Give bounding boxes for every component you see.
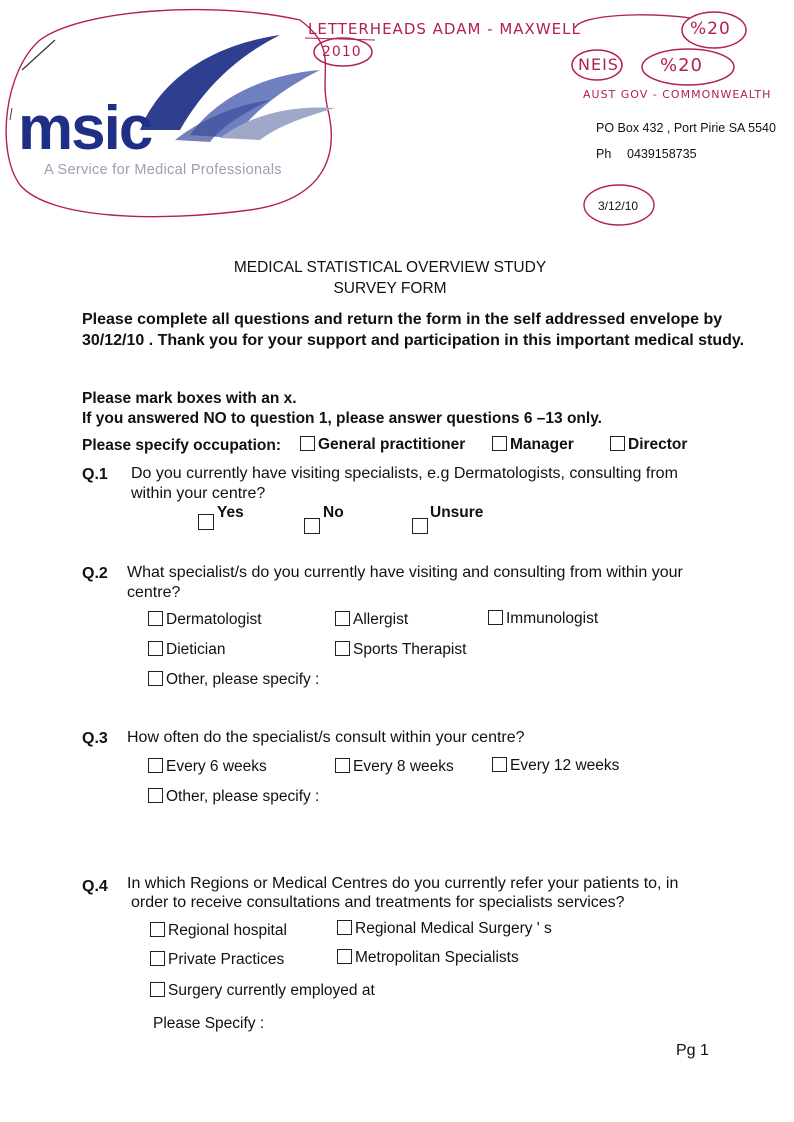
intro-line-1: Please complete all questions and return the form in the self addressed envelope by <box>82 311 723 328</box>
intro-line-2: 30/12/10 . Thank you for your support and participation in this important medical study. <box>82 332 745 349</box>
q3-every-6-weeks[interactable]: Every 6 weeks <box>148 758 267 776</box>
checkbox[interactable] <box>337 920 352 935</box>
occupation-manager[interactable]: Manager <box>492 436 574 454</box>
checkbox[interactable] <box>148 611 163 626</box>
title-line-1: MEDICAL STATISTICAL OVERVIEW STUDY <box>233 259 547 276</box>
checkbox[interactable] <box>488 610 503 625</box>
checkbox[interactable] <box>492 757 507 772</box>
handwritten-percent-2: %20 <box>660 55 704 76</box>
title-line-2: SURVEY FORM <box>333 280 447 297</box>
q2-dermatologist[interactable]: Dermatologist <box>148 611 262 629</box>
q1-unsure-checkbox[interactable] <box>412 518 428 534</box>
q1-line-2: within your centre? <box>131 485 266 502</box>
q1-number: Q.1 <box>82 466 108 483</box>
q3-every-12-weeks[interactable]: Every 12 weeks <box>492 757 619 775</box>
q4-regional-medical-surgery[interactable]: Regional Medical Surgery ' s <box>337 920 552 938</box>
q4-line-1: In which Regions or Medical Centres do you currently refer your patients to, in <box>127 875 679 892</box>
checkbox[interactable] <box>148 671 163 686</box>
instruction-line-1: Please mark boxes with an x. <box>82 390 297 407</box>
occupation-director[interactable]: Director <box>610 436 687 454</box>
logo-tagline: A Service for Medical Professionals <box>44 162 282 178</box>
handwritten-percent-1: %20 <box>690 19 731 39</box>
checkbox[interactable] <box>335 758 350 773</box>
phone-label: Ph <box>596 147 612 161</box>
q1-line-1: Do you currently have visiting specialists, e.g Dermatologists, consulting from <box>131 465 678 482</box>
q2-number: Q.2 <box>82 565 108 582</box>
date-stamp: 3/12/10 <box>598 199 639 213</box>
checkbox[interactable] <box>150 982 165 997</box>
handwritten-letterheads: LETTERHEADS ADAM - MAXWELL <box>308 20 581 38</box>
checkbox[interactable] <box>148 788 163 803</box>
checkbox[interactable] <box>335 641 350 656</box>
q4-metropolitan-specialists[interactable]: Metropolitan Specialists <box>337 949 519 967</box>
occupation-label: Please specify occupation: <box>82 437 281 454</box>
checkbox[interactable] <box>300 436 315 451</box>
checkbox[interactable] <box>148 758 163 773</box>
q4-regional-hospital[interactable]: Regional hospital <box>150 922 287 940</box>
handwritten-neis: NEIS <box>578 55 619 74</box>
q2-immunologist[interactable]: Immunologist <box>488 610 598 628</box>
checkbox[interactable] <box>492 436 507 451</box>
instruction-line-2: If you answered NO to question 1, please answer questions 6 –13 only. <box>82 410 602 427</box>
q2-line-2: centre? <box>127 584 181 601</box>
q1-no-checkbox[interactable] <box>304 518 320 534</box>
q1-no-label: No <box>323 504 344 521</box>
msic-swoosh-logo <box>120 20 340 150</box>
checkbox[interactable] <box>148 641 163 656</box>
q1-yes-checkbox[interactable] <box>198 514 214 530</box>
checkbox[interactable] <box>337 949 352 964</box>
checkbox[interactable] <box>150 951 165 966</box>
po-box-address: PO Box 432 , Port Pirie SA 5540 <box>596 121 776 135</box>
q1-unsure-label: Unsure <box>430 504 484 521</box>
q3-line-1: How often do the specialist/s consult within your centre? <box>127 729 525 746</box>
q4-please-specify: Please Specify : <box>153 1015 265 1032</box>
q2-line-1: What specialist/s do you currently have visiting and consulting from within your <box>127 564 683 581</box>
q2-dietician[interactable]: Dietician <box>148 641 225 659</box>
page-number: Pg 1 <box>676 1042 709 1059</box>
handwritten-year: 2010 <box>322 44 362 60</box>
q3-other[interactable]: Other, please specify : <box>148 788 319 806</box>
checkbox[interactable] <box>335 611 350 626</box>
q3-every-8-weeks[interactable]: Every 8 weeks <box>335 758 454 776</box>
q4-private-practices[interactable]: Private Practices <box>150 951 284 969</box>
q2-allergist[interactable]: Allergist <box>335 611 408 629</box>
q2-other[interactable]: Other, please specify : <box>148 671 319 689</box>
q4-surgery-employed[interactable]: Surgery currently employed at <box>150 982 375 1000</box>
handwritten-gov: AUST GOV - COMMONWEALTH <box>583 88 772 101</box>
q1-yes-label: Yes <box>217 504 244 521</box>
phone-number: 0439158735 <box>627 147 697 161</box>
checkbox[interactable] <box>610 436 625 451</box>
q4-line-2: order to receive consultations and treatments for specialists services? <box>131 894 625 911</box>
q2-sports-therapist[interactable]: Sports Therapist <box>335 641 466 659</box>
checkbox[interactable] <box>150 922 165 937</box>
msic-logo-text: msic <box>18 94 152 163</box>
q3-number: Q.3 <box>82 730 108 747</box>
occupation-gp[interactable]: General practitioner <box>300 436 465 454</box>
survey-title <box>0 259 794 298</box>
q4-number: Q.4 <box>82 878 108 895</box>
